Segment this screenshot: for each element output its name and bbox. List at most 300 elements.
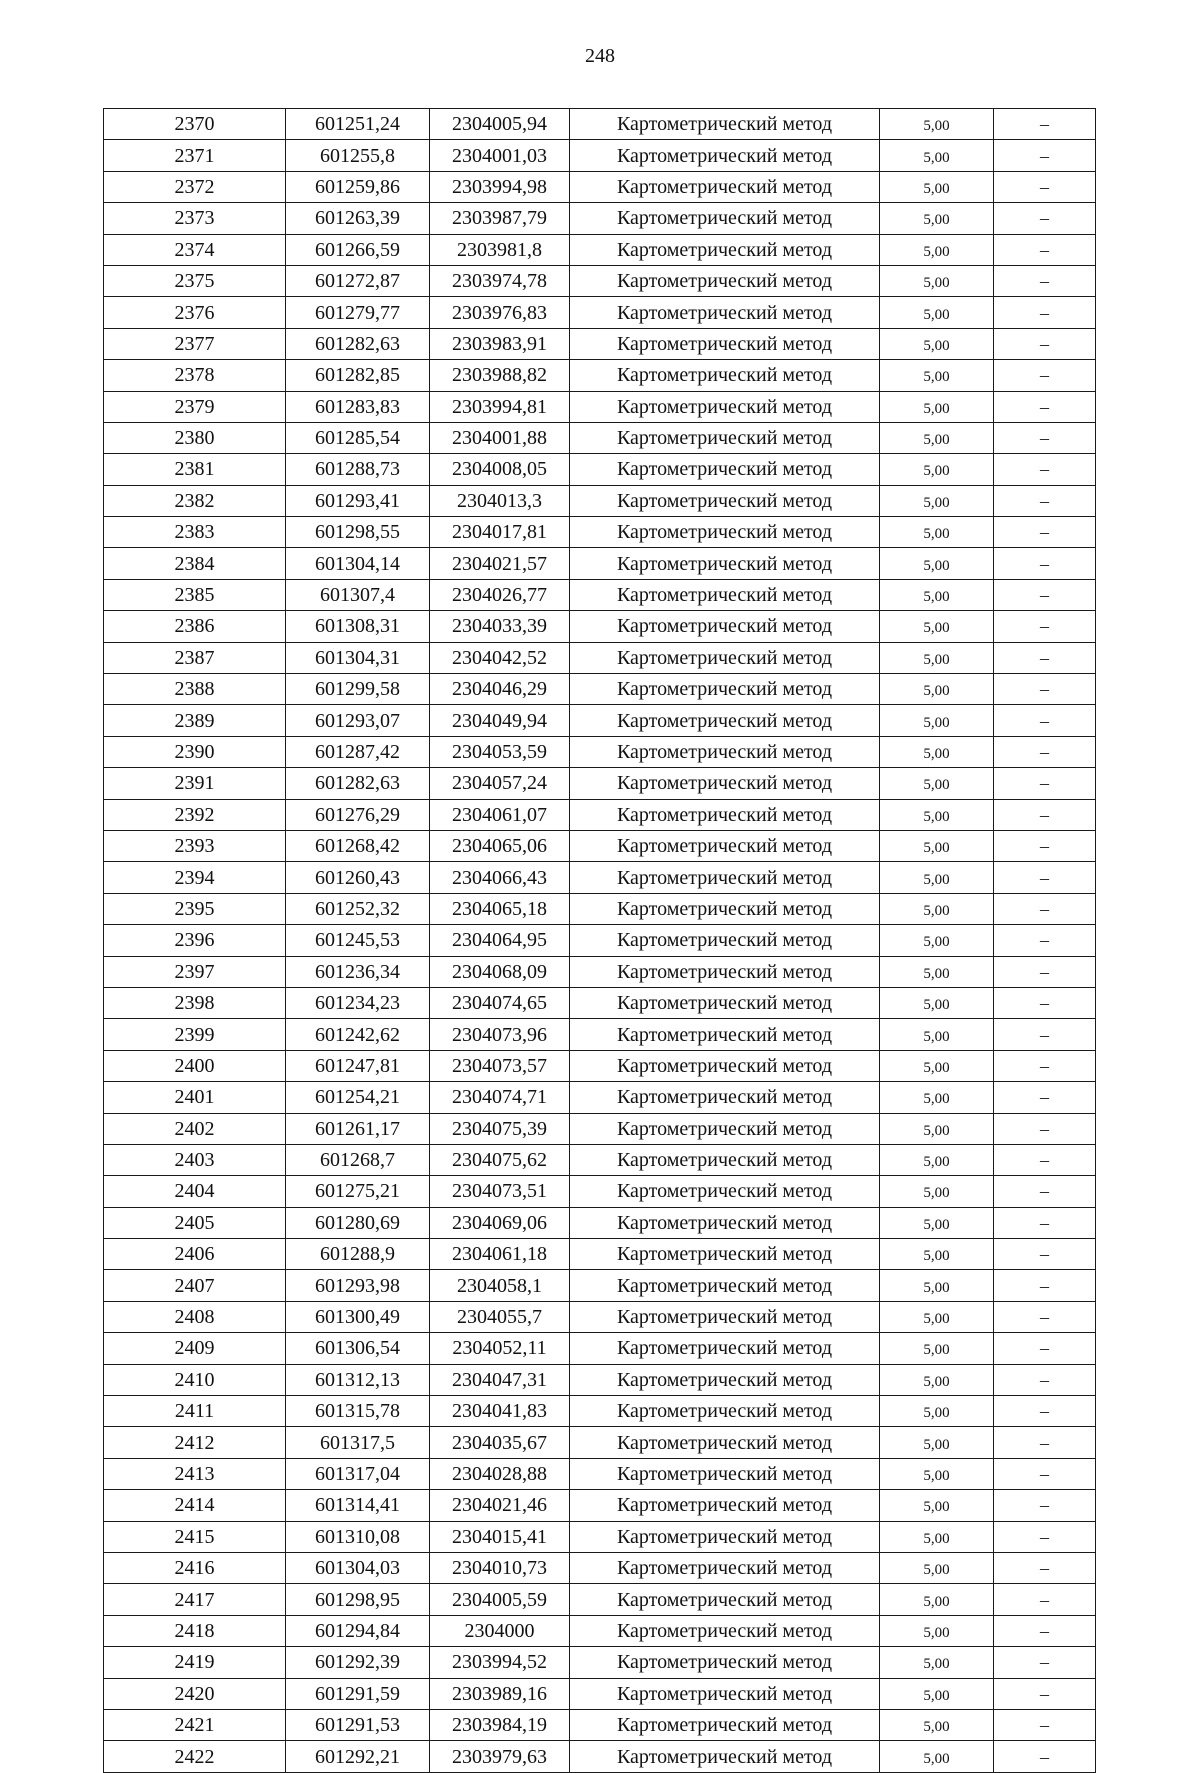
method-cell: Картометрический метод <box>570 109 880 140</box>
method-cell: Картометрический метод <box>570 171 880 202</box>
method-cell: Картометрический метод <box>570 1552 880 1583</box>
method-cell: Картометрический метод <box>570 1490 880 1521</box>
characteristic-cell: – <box>994 705 1096 736</box>
x-coordinate-cell: 601280,69 <box>286 1207 430 1238</box>
method-cell: Картометрический метод <box>570 328 880 359</box>
table-row <box>104 642 1096 673</box>
y-coordinate-cell: 2304046,29 <box>430 674 570 705</box>
x-coordinate-cell: 601260,43 <box>286 862 430 893</box>
x-coordinate-cell: 601292,39 <box>286 1647 430 1678</box>
characteristic-cell: – <box>994 674 1096 705</box>
point-number-cell: 2399 <box>104 1019 286 1050</box>
method-cell: Картометрический метод <box>570 705 880 736</box>
x-coordinate-cell: 601308,31 <box>286 611 430 642</box>
point-number-cell: 2396 <box>104 925 286 956</box>
y-coordinate-cell: 2303983,91 <box>430 328 570 359</box>
coordinates-table-body <box>104 109 1096 1773</box>
error-cell: 5,00 <box>880 1301 994 1332</box>
point-number-cell: 2417 <box>104 1584 286 1615</box>
error-cell: 5,00 <box>880 579 994 610</box>
error-cell: 5,00 <box>880 109 994 140</box>
table-row <box>104 1144 1096 1175</box>
table-row <box>104 956 1096 987</box>
error-cell: 5,00 <box>880 674 994 705</box>
x-coordinate-cell: 601261,17 <box>286 1113 430 1144</box>
method-cell: Картометрический метод <box>570 203 880 234</box>
x-coordinate-cell: 601314,41 <box>286 1490 430 1521</box>
point-number-cell: 2373 <box>104 203 286 234</box>
table-row <box>104 391 1096 422</box>
y-coordinate-cell: 2304065,18 <box>430 893 570 924</box>
error-cell: 5,00 <box>880 548 994 579</box>
table-row <box>104 611 1096 642</box>
point-number-cell: 2418 <box>104 1615 286 1646</box>
table-row <box>104 1490 1096 1521</box>
x-coordinate-cell: 601310,08 <box>286 1521 430 1552</box>
table-row <box>104 1741 1096 1772</box>
method-cell: Картометрический метод <box>570 1082 880 1113</box>
x-coordinate-cell: 601263,39 <box>286 203 430 234</box>
table-row <box>104 265 1096 296</box>
table-row <box>104 140 1096 171</box>
characteristic-cell: – <box>994 1396 1096 1427</box>
x-coordinate-cell: 601298,95 <box>286 1584 430 1615</box>
x-coordinate-cell: 601247,81 <box>286 1050 430 1081</box>
y-coordinate-cell: 2304058,1 <box>430 1270 570 1301</box>
characteristic-cell: – <box>994 171 1096 202</box>
x-coordinate-cell: 601272,87 <box>286 265 430 296</box>
characteristic-cell: – <box>994 1239 1096 1270</box>
error-cell: 5,00 <box>880 987 994 1018</box>
error-cell: 5,00 <box>880 642 994 673</box>
error-cell: 5,00 <box>880 830 994 861</box>
y-coordinate-cell: 2304049,94 <box>430 705 570 736</box>
point-number-cell: 2397 <box>104 956 286 987</box>
error-cell: 5,00 <box>880 203 994 234</box>
error-cell: 5,00 <box>880 1458 994 1489</box>
point-number-cell: 2421 <box>104 1709 286 1740</box>
y-coordinate-cell: 2304065,06 <box>430 830 570 861</box>
method-cell: Картометрический метод <box>570 391 880 422</box>
point-number-cell: 2413 <box>104 1458 286 1489</box>
error-cell: 5,00 <box>880 768 994 799</box>
y-coordinate-cell: 2303987,79 <box>430 203 570 234</box>
y-coordinate-cell: 2303976,83 <box>430 297 570 328</box>
method-cell: Картометрический метод <box>570 642 880 673</box>
table-row <box>104 736 1096 767</box>
method-cell: Картометрический метод <box>570 674 880 705</box>
y-coordinate-cell: 2304005,59 <box>430 1584 570 1615</box>
point-number-cell: 2411 <box>104 1396 286 1427</box>
table-row <box>104 768 1096 799</box>
error-cell: 5,00 <box>880 1584 994 1615</box>
point-number-cell: 2386 <box>104 611 286 642</box>
x-coordinate-cell: 601252,32 <box>286 893 430 924</box>
x-coordinate-cell: 601245,53 <box>286 925 430 956</box>
y-coordinate-cell: 2303994,52 <box>430 1647 570 1678</box>
y-coordinate-cell: 2304042,52 <box>430 642 570 673</box>
y-coordinate-cell: 2304013,3 <box>430 485 570 516</box>
point-number-cell: 2382 <box>104 485 286 516</box>
point-number-cell: 2400 <box>104 1050 286 1081</box>
error-cell: 5,00 <box>880 1113 994 1144</box>
characteristic-cell: – <box>994 234 1096 265</box>
table-row <box>104 1207 1096 1238</box>
error-cell: 5,00 <box>880 1427 994 1458</box>
point-number-cell: 2401 <box>104 1082 286 1113</box>
x-coordinate-cell: 601279,77 <box>286 297 430 328</box>
y-coordinate-cell: 2304010,73 <box>430 1552 570 1583</box>
x-coordinate-cell: 601317,5 <box>286 1427 430 1458</box>
y-coordinate-cell: 2304074,65 <box>430 987 570 1018</box>
point-number-cell: 2415 <box>104 1521 286 1552</box>
table-row <box>104 203 1096 234</box>
x-coordinate-cell: 601254,21 <box>286 1082 430 1113</box>
point-number-cell: 2416 <box>104 1552 286 1583</box>
point-number-cell: 2422 <box>104 1741 286 1772</box>
x-coordinate-cell: 601304,03 <box>286 1552 430 1583</box>
y-coordinate-cell: 2304041,83 <box>430 1396 570 1427</box>
point-number-cell: 2389 <box>104 705 286 736</box>
characteristic-cell: – <box>994 1019 1096 1050</box>
table-row <box>104 1396 1096 1427</box>
characteristic-cell: – <box>994 548 1096 579</box>
y-coordinate-cell: 2304068,09 <box>430 956 570 987</box>
y-coordinate-cell: 2304069,06 <box>430 1207 570 1238</box>
point-number-cell: 2371 <box>104 140 286 171</box>
point-number-cell: 2405 <box>104 1207 286 1238</box>
method-cell: Картометрический метод <box>570 925 880 956</box>
error-cell: 5,00 <box>880 328 994 359</box>
table-row <box>104 1364 1096 1395</box>
characteristic-cell: – <box>994 579 1096 610</box>
error-cell: 5,00 <box>880 422 994 453</box>
y-coordinate-cell: 2304008,05 <box>430 454 570 485</box>
x-coordinate-cell: 601294,84 <box>286 1615 430 1646</box>
table-row <box>104 1458 1096 1489</box>
characteristic-cell: – <box>994 517 1096 548</box>
method-cell: Картометрический метод <box>570 579 880 610</box>
x-coordinate-cell: 601285,54 <box>286 422 430 453</box>
point-number-cell: 2395 <box>104 893 286 924</box>
error-cell: 5,00 <box>880 1678 994 1709</box>
method-cell: Картометрический метод <box>570 1113 880 1144</box>
point-number-cell: 2404 <box>104 1176 286 1207</box>
point-number-cell: 2410 <box>104 1364 286 1395</box>
point-number-cell: 2375 <box>104 265 286 296</box>
error-cell: 5,00 <box>880 1521 994 1552</box>
x-coordinate-cell: 601293,41 <box>286 485 430 516</box>
x-coordinate-cell: 601306,54 <box>286 1333 430 1364</box>
method-cell: Картометрический метод <box>570 799 880 830</box>
point-number-cell: 2383 <box>104 517 286 548</box>
error-cell: 5,00 <box>880 265 994 296</box>
method-cell: Картометрический метод <box>570 1427 880 1458</box>
characteristic-cell: – <box>994 328 1096 359</box>
y-coordinate-cell: 2304021,46 <box>430 1490 570 1521</box>
characteristic-cell: – <box>994 1741 1096 1772</box>
y-coordinate-cell: 2304066,43 <box>430 862 570 893</box>
x-coordinate-cell: 601268,7 <box>286 1144 430 1175</box>
x-coordinate-cell: 601287,42 <box>286 736 430 767</box>
y-coordinate-cell: 2303974,78 <box>430 265 570 296</box>
table-row <box>104 171 1096 202</box>
y-coordinate-cell: 2304005,94 <box>430 109 570 140</box>
characteristic-cell: – <box>994 1615 1096 1646</box>
y-coordinate-cell: 2304001,88 <box>430 422 570 453</box>
method-cell: Картометрический метод <box>570 454 880 485</box>
x-coordinate-cell: 601268,42 <box>286 830 430 861</box>
method-cell: Картометрический метод <box>570 485 880 516</box>
y-coordinate-cell: 2304035,67 <box>430 1427 570 1458</box>
point-number-cell: 2409 <box>104 1333 286 1364</box>
characteristic-cell: – <box>994 1270 1096 1301</box>
table-row <box>104 485 1096 516</box>
x-coordinate-cell: 601312,13 <box>286 1364 430 1395</box>
error-cell: 5,00 <box>880 485 994 516</box>
error-cell: 5,00 <box>880 893 994 924</box>
y-coordinate-cell: 2304033,39 <box>430 611 570 642</box>
characteristic-cell: – <box>994 1709 1096 1740</box>
characteristic-cell: – <box>994 1552 1096 1583</box>
error-cell: 5,00 <box>880 517 994 548</box>
characteristic-cell: – <box>994 925 1096 956</box>
table-row <box>104 548 1096 579</box>
table-row <box>104 925 1096 956</box>
point-number-cell: 2374 <box>104 234 286 265</box>
method-cell: Картометрический метод <box>570 1207 880 1238</box>
y-coordinate-cell: 2303981,8 <box>430 234 570 265</box>
characteristic-cell: – <box>994 203 1096 234</box>
method-cell: Картометрический метод <box>570 956 880 987</box>
method-cell: Картометрический метод <box>570 1678 880 1709</box>
x-coordinate-cell: 601307,4 <box>286 579 430 610</box>
point-number-cell: 2370 <box>104 109 286 140</box>
characteristic-cell: – <box>994 1678 1096 1709</box>
characteristic-cell: – <box>994 297 1096 328</box>
error-cell: 5,00 <box>880 611 994 642</box>
characteristic-cell: – <box>994 1082 1096 1113</box>
point-number-cell: 2388 <box>104 674 286 705</box>
table-row <box>104 579 1096 610</box>
table-row <box>104 1019 1096 1050</box>
characteristic-cell: – <box>994 1647 1096 1678</box>
method-cell: Картометрический метод <box>570 265 880 296</box>
error-cell: 5,00 <box>880 1239 994 1270</box>
table-row <box>104 1427 1096 1458</box>
point-number-cell: 2398 <box>104 987 286 1018</box>
x-coordinate-cell: 601317,04 <box>286 1458 430 1489</box>
characteristic-cell: – <box>994 1144 1096 1175</box>
error-cell: 5,00 <box>880 297 994 328</box>
method-cell: Картометрический метод <box>570 1709 880 1740</box>
point-number-cell: 2392 <box>104 799 286 830</box>
table-row <box>104 1647 1096 1678</box>
characteristic-cell: – <box>994 391 1096 422</box>
error-cell: 5,00 <box>880 1647 994 1678</box>
table-row <box>104 1584 1096 1615</box>
point-number-cell: 2377 <box>104 328 286 359</box>
error-cell: 5,00 <box>880 1552 994 1583</box>
method-cell: Картометрический метод <box>570 736 880 767</box>
method-cell: Картометрический метод <box>570 422 880 453</box>
x-coordinate-cell: 601283,83 <box>286 391 430 422</box>
y-coordinate-cell: 2303979,63 <box>430 1741 570 1772</box>
error-cell: 5,00 <box>880 1050 994 1081</box>
method-cell: Картометрический метод <box>570 1521 880 1552</box>
x-coordinate-cell: 601304,31 <box>286 642 430 673</box>
characteristic-cell: – <box>994 109 1096 140</box>
method-cell: Картометрический метод <box>570 1647 880 1678</box>
characteristic-cell: – <box>994 736 1096 767</box>
point-number-cell: 2387 <box>104 642 286 673</box>
characteristic-cell: – <box>994 485 1096 516</box>
method-cell: Картометрический метод <box>570 1741 880 1772</box>
error-cell: 5,00 <box>880 391 994 422</box>
y-coordinate-cell: 2304073,51 <box>430 1176 570 1207</box>
table-row <box>104 862 1096 893</box>
x-coordinate-cell: 601288,73 <box>286 454 430 485</box>
method-cell: Картометрический метод <box>570 1615 880 1646</box>
method-cell: Картометрический метод <box>570 140 880 171</box>
error-cell: 5,00 <box>880 1333 994 1364</box>
table-row <box>104 1615 1096 1646</box>
characteristic-cell: – <box>994 1364 1096 1395</box>
x-coordinate-cell: 601299,58 <box>286 674 430 705</box>
x-coordinate-cell: 601251,24 <box>286 109 430 140</box>
y-coordinate-cell: 2304073,96 <box>430 1019 570 1050</box>
method-cell: Картометрический метод <box>570 1176 880 1207</box>
error-cell: 5,00 <box>880 1396 994 1427</box>
x-coordinate-cell: 601291,53 <box>286 1709 430 1740</box>
table-row <box>104 674 1096 705</box>
method-cell: Картометрический метод <box>570 1270 880 1301</box>
y-coordinate-cell: 2303988,82 <box>430 360 570 391</box>
point-number-cell: 2378 <box>104 360 286 391</box>
error-cell: 5,00 <box>880 1144 994 1175</box>
y-coordinate-cell: 2304026,77 <box>430 579 570 610</box>
point-number-cell: 2390 <box>104 736 286 767</box>
error-cell: 5,00 <box>880 1615 994 1646</box>
y-coordinate-cell: 2304074,71 <box>430 1082 570 1113</box>
error-cell: 5,00 <box>880 1082 994 1113</box>
characteristic-cell: – <box>994 1427 1096 1458</box>
method-cell: Картометрический метод <box>570 1301 880 1332</box>
method-cell: Картометрический метод <box>570 1364 880 1395</box>
characteristic-cell: – <box>994 454 1096 485</box>
method-cell: Картометрический метод <box>570 611 880 642</box>
error-cell: 5,00 <box>880 1019 994 1050</box>
y-coordinate-cell: 2304017,81 <box>430 517 570 548</box>
y-coordinate-cell: 2304021,57 <box>430 548 570 579</box>
x-coordinate-cell: 601291,59 <box>286 1678 430 1709</box>
method-cell: Картометрический метод <box>570 234 880 265</box>
y-coordinate-cell: 2304064,95 <box>430 925 570 956</box>
x-coordinate-cell: 601236,34 <box>286 956 430 987</box>
error-cell: 5,00 <box>880 1490 994 1521</box>
error-cell: 5,00 <box>880 862 994 893</box>
table-row <box>104 297 1096 328</box>
table-row <box>104 799 1096 830</box>
error-cell: 5,00 <box>880 140 994 171</box>
y-coordinate-cell: 2304055,7 <box>430 1301 570 1332</box>
error-cell: 5,00 <box>880 360 994 391</box>
characteristic-cell: – <box>994 893 1096 924</box>
method-cell: Картометрический метод <box>570 1458 880 1489</box>
y-coordinate-cell: 2304061,18 <box>430 1239 570 1270</box>
y-coordinate-cell: 2304000 <box>430 1615 570 1646</box>
error-cell: 5,00 <box>880 1709 994 1740</box>
characteristic-cell: – <box>994 987 1096 1018</box>
table-row <box>104 360 1096 391</box>
characteristic-cell: – <box>994 1584 1096 1615</box>
characteristic-cell: – <box>994 1113 1096 1144</box>
y-coordinate-cell: 2304047,31 <box>430 1364 570 1395</box>
x-coordinate-cell: 601234,23 <box>286 987 430 1018</box>
point-number-cell: 2412 <box>104 1427 286 1458</box>
table-row <box>104 454 1096 485</box>
error-cell: 5,00 <box>880 925 994 956</box>
x-coordinate-cell: 601282,63 <box>286 768 430 799</box>
table-row <box>104 1333 1096 1364</box>
x-coordinate-cell: 601300,49 <box>286 1301 430 1332</box>
error-cell: 5,00 <box>880 1741 994 1772</box>
error-cell: 5,00 <box>880 234 994 265</box>
error-cell: 5,00 <box>880 956 994 987</box>
error-cell: 5,00 <box>880 736 994 767</box>
method-cell: Картометрический метод <box>570 1144 880 1175</box>
method-cell: Картометрический метод <box>570 360 880 391</box>
table-row <box>104 1521 1096 1552</box>
page-number: 248 <box>585 45 615 67</box>
x-coordinate-cell: 601266,59 <box>286 234 430 265</box>
characteristic-cell: – <box>994 1207 1096 1238</box>
x-coordinate-cell: 601292,21 <box>286 1741 430 1772</box>
point-number-cell: 2372 <box>104 171 286 202</box>
x-coordinate-cell: 601275,21 <box>286 1176 430 1207</box>
y-coordinate-cell: 2304075,39 <box>430 1113 570 1144</box>
error-cell: 5,00 <box>880 454 994 485</box>
x-coordinate-cell: 601293,98 <box>286 1270 430 1301</box>
x-coordinate-cell: 601293,07 <box>286 705 430 736</box>
point-number-cell: 2376 <box>104 297 286 328</box>
point-number-cell: 2379 <box>104 391 286 422</box>
table-row <box>104 422 1096 453</box>
y-coordinate-cell: 2304061,07 <box>430 799 570 830</box>
x-coordinate-cell: 601282,85 <box>286 360 430 391</box>
table-row <box>104 1270 1096 1301</box>
table-row <box>104 1678 1096 1709</box>
method-cell: Картометрический метод <box>570 987 880 1018</box>
table-row <box>104 234 1096 265</box>
method-cell: Картометрический метод <box>570 893 880 924</box>
error-cell: 5,00 <box>880 1270 994 1301</box>
characteristic-cell: – <box>994 1458 1096 1489</box>
characteristic-cell: – <box>994 422 1096 453</box>
method-cell: Картометрический метод <box>570 1239 880 1270</box>
table-row <box>104 328 1096 359</box>
point-number-cell: 2403 <box>104 1144 286 1175</box>
point-number-cell: 2394 <box>104 862 286 893</box>
y-coordinate-cell: 2304075,62 <box>430 1144 570 1175</box>
characteristic-cell: – <box>994 140 1096 171</box>
table-row <box>104 705 1096 736</box>
x-coordinate-cell: 601259,86 <box>286 171 430 202</box>
characteristic-cell: – <box>994 1333 1096 1364</box>
method-cell: Картометрический метод <box>570 548 880 579</box>
table-row <box>104 1239 1096 1270</box>
point-number-cell: 2391 <box>104 768 286 799</box>
